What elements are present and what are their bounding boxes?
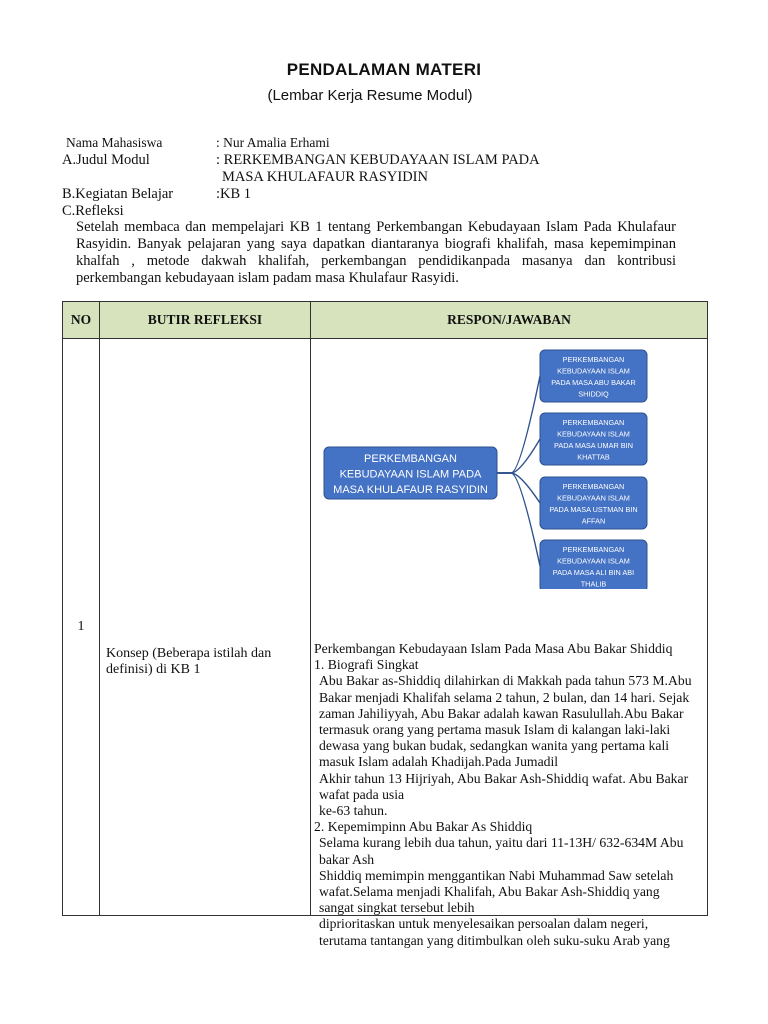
- answer-line: Abu Bakar as-Shiddiq dilahirkan di Makkah pada tahun 573 M.Abu: [319, 673, 692, 689]
- answer-line: ke-63 tahun.: [319, 803, 388, 819]
- answer-line: terutama tantangan yang ditimbulkan oleh suku-suku Arab yang: [319, 932, 670, 948]
- mindmap-branch-label: KEBUDAYAAN ISLAM: [557, 493, 630, 503]
- answer-line: wafat pada usia: [319, 786, 405, 802]
- judul-value-line2: MASA KHULAFAUR RASYIDIN: [222, 169, 428, 185]
- mindmap-connector-line: [497, 376, 540, 473]
- mindmap-connector-line: [497, 439, 540, 473]
- mindmap-branch-label: KEBUDAYAAN ISLAM: [557, 366, 630, 376]
- refleksi-label: C.Refleksi: [62, 203, 124, 219]
- answer-text: [314, 641, 699, 949]
- mindmap-branch-label: PERKEMBANGAN: [562, 355, 625, 364]
- mindmap-branch-label: KEBUDAYAAN ISLAM: [557, 556, 630, 566]
- butir-cell: [100, 339, 311, 916]
- answer-line: dewasa yang bukan budak, sedangkan wanita yang pertama kali: [319, 738, 670, 754]
- header-butir: BUTIR REFLEKSI: [100, 302, 311, 339]
- mindmap-center-label: MASA KHULAFAUR RASYIDIN: [333, 484, 488, 496]
- mindmap-branch-label: KHATTAB: [577, 452, 610, 462]
- mindmap-branch-label: PADA MASA ABU BAKAR: [551, 378, 636, 387]
- mindmap-branch-label: PERKEMBANGAN: [562, 482, 625, 491]
- mindmap-center-label: PERKEMBANGAN: [364, 453, 457, 465]
- judul-value-line1: : RERKEMBANGAN KEBUDAYAAN ISLAM PADA: [216, 152, 540, 168]
- answer-line: diprioritaskan untuk menyelesaikan persoalan dalam negeri,: [319, 916, 649, 932]
- page-subtitle: (Lembar Kerja Resume Modul): [267, 87, 473, 104]
- answer-line: bakar Ash: [319, 851, 375, 867]
- mindmap-branch-label: PADA MASA ALI BIN ABI: [552, 568, 635, 577]
- mindmap-branch-label: PERKEMBANGAN: [562, 545, 625, 554]
- refleksi-text: Setelah membaca dan mempelajari KB 1 tentang Perkembangan Kebudayaan Islam Pada Khulafaur Rasyidin. Banyak pelajaran yang saya dapatkan diantaranya biografi khalifah, masa kepemimpinan khalfah , metode dakwah khalifah, perkembangan pendidikanpada masanya dan kontribusi perkembangan kebudayaan islam padam masa Khulafaur Rasyidi.: [76, 219, 676, 286]
- mindmap-connector-line: [497, 473, 540, 566]
- answer-line: masuk Islam adalah Khadijah.Pada Jumadil: [319, 754, 559, 770]
- nama-label: Nama Mahasiswa: [66, 135, 163, 150]
- table-row: [63, 339, 708, 916]
- mindmap-center-label: KEBUDAYAAN ISLAM PADA: [339, 468, 482, 481]
- mindmap-branch-label: PADA MASA USTMAN BIN: [549, 505, 638, 514]
- mindmap-branch-label: THALIB: [580, 579, 607, 589]
- answer-line: 2. Kepemimpinn Abu Bakar As Shiddiq: [314, 819, 533, 835]
- answer-line: Perkembangan Kebudayaan Islam Pada Masa Abu Bakar Shiddiq: [314, 641, 673, 656]
- answer-line: zaman Jahiliyyah, Abu Bakar adalah kawan Rasulullah.Abu Bakar: [319, 705, 684, 721]
- table-header-row: [63, 302, 708, 339]
- kegiatan-value: :KB 1: [216, 186, 252, 202]
- mindmap-center-node: [324, 447, 497, 499]
- header-respon: RESPON/JAWABAN: [311, 302, 708, 339]
- mindmap-branch-nodes: [540, 350, 647, 589]
- answer-line: Selama kurang lebih dua tahun, yaitu dari 11-13H/ 632-634M Abu: [319, 835, 684, 851]
- mindmap-branch-label: AFFAN: [581, 516, 606, 526]
- answer-line: sangat singkat tersebut lebih: [319, 900, 475, 916]
- nama-value: : Nur Amalia Erhami: [216, 135, 330, 150]
- mindmap-connectors: [497, 376, 540, 566]
- answer-line: termasuk orang yang pertama masuk Islam di kalangan laki-laki: [319, 722, 671, 738]
- answer-line: Shiddiq memimpin menggantikan Nabi Muhammad Saw setelah: [319, 867, 674, 883]
- mindmap-branch-label: PADA MASA UMAR BIN: [554, 441, 633, 450]
- kegiatan-label: B.Kegiatan Belajar: [62, 186, 174, 202]
- header-no: NO: [63, 302, 100, 339]
- mindmap-branch-label: SHIDDIQ: [578, 389, 609, 399]
- mindmap-branch-label: KEBUDAYAAN ISLAM: [557, 429, 630, 439]
- row-number: 1: [63, 339, 100, 916]
- answer-line: Akhir tahun 13 Hijriyah, Abu Bakar Ash-Shiddiq wafat. Abu Bakar: [319, 770, 689, 786]
- answer-line: Bakar menjadi Khalifah selama 2 tahun, 2 bulan, dan 14 hari. Sejak: [319, 689, 690, 705]
- reflection-table: [62, 301, 708, 948]
- mindmap-diagram: [311, 339, 709, 589]
- response-cell: [311, 339, 708, 948]
- mindmap-connector-line: [497, 473, 540, 503]
- answer-line: 1. Biografi Singkat: [314, 657, 419, 673]
- mindmap-branch-label: PERKEMBANGAN: [562, 418, 625, 427]
- page-title: PENDALAMAN MATERI: [286, 60, 482, 79]
- butir-text: Konsep (Beberapa istilah dan definisi) di KB 1: [106, 646, 272, 677]
- answer-line: wafat.Selama menjadi Khalifah, Abu Bakar Ash-Shiddiq yang: [319, 884, 660, 900]
- judul-label: A.Judul Modul: [62, 152, 150, 168]
